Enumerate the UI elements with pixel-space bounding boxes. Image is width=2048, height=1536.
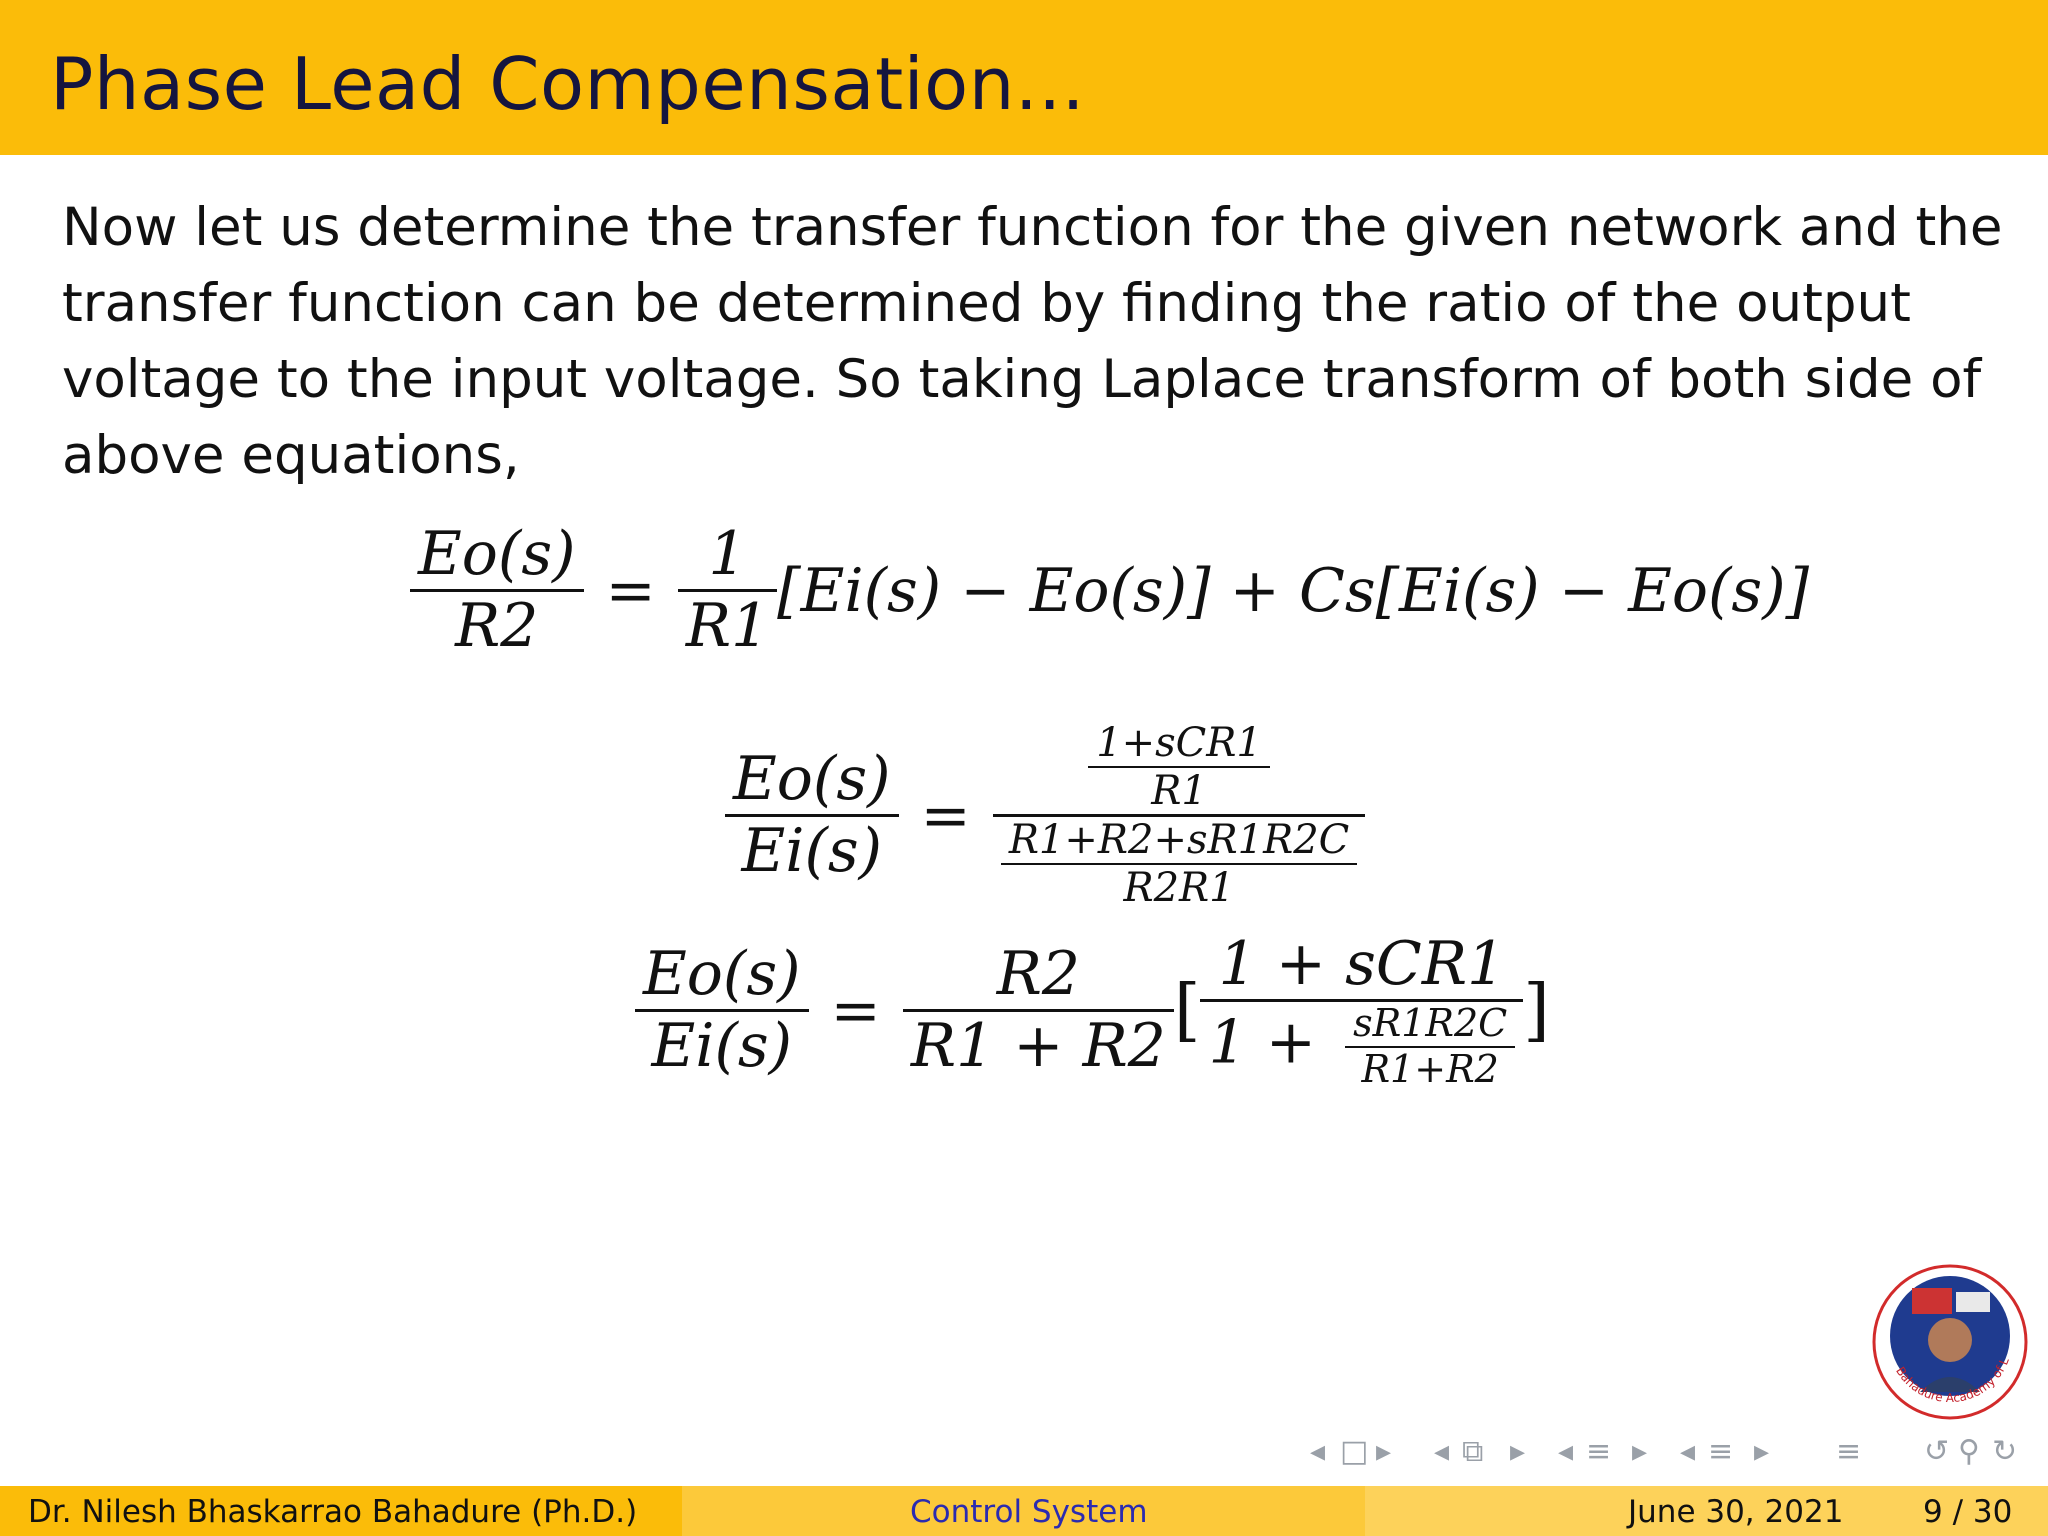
nav-doc-prev-icon[interactable]: ◂: [1680, 1434, 1696, 1469]
eq2-lhs-fraction: [725, 745, 899, 886]
footer-course: Control System: [910, 1494, 1148, 1530]
footer-bar: [0, 1486, 2048, 1536]
eq1-coef-fraction: [678, 520, 777, 661]
eq2-inner-den-num: R1+R2+sR1R2C: [1008, 817, 1350, 863]
body-paragraph: [62, 190, 2003, 494]
eq3-bracket-denominator: [1200, 1002, 1523, 1091]
eq3-lhs-numerator: Eo(s): [643, 939, 801, 1010]
nav-frame-next-icon[interactable]: ▸: [1376, 1434, 1392, 1469]
paragraph-line: above equations,: [62, 425, 520, 486]
eq3-lhs-fraction: [635, 940, 809, 1081]
nav-frame-icon[interactable]: □: [1340, 1434, 1369, 1469]
footer-author-panel: [0, 1486, 682, 1536]
equals-sign: =: [920, 780, 971, 851]
slide-title: Phase Lead Compensation...: [50, 42, 1086, 126]
nav-doc-next-icon[interactable]: ▸: [1754, 1434, 1770, 1469]
nav-back-icon[interactable]: ↺: [1924, 1434, 1950, 1469]
nav-toc-icon[interactable]: ≡: [1836, 1434, 1862, 1469]
eq3-gain-numerator: R2: [996, 939, 1081, 1010]
footer-author: Dr. Nilesh Bhaskarrao Bahadure (Ph.D.): [28, 1494, 638, 1530]
eq1-lhs-numerator: Eo(s): [418, 519, 576, 589]
eq1-coef-numerator: 1: [708, 519, 747, 589]
eq2-rhs-numerator-fraction: [1088, 720, 1270, 814]
nav-subsection-icon[interactable]: ⧉: [1462, 1434, 1484, 1469]
eq3-den-fraction: [1345, 1002, 1515, 1091]
eq2-inner-num-num: 1+sCR1: [1096, 720, 1262, 766]
title-bar: [0, 0, 2048, 155]
nav-frame-prev-icon[interactable]: ◂: [1310, 1434, 1326, 1469]
nav-section-next-icon[interactable]: ▸: [1632, 1434, 1648, 1469]
footer-page-number: 9 / 30: [1923, 1494, 2013, 1530]
nav-section-icon[interactable]: ≡: [1586, 1434, 1612, 1469]
eq3-bracket-numerator: 1 + sCR1: [1218, 929, 1506, 999]
eq2-rhs-denominator-fraction: [1001, 817, 1357, 911]
right-bracket: ]: [1523, 971, 1550, 1051]
eq2-inner-num-den: R1: [1151, 768, 1207, 814]
footer-course-panel: [682, 1486, 1365, 1536]
equals-sign: =: [605, 555, 656, 626]
eq2-rhs-fraction: [993, 720, 1365, 911]
nav-subsection-next-icon[interactable]: ▸: [1510, 1434, 1526, 1469]
nav-doc-icon[interactable]: ≡: [1708, 1434, 1734, 1469]
paragraph-line: transfer function can be determined by finding the ratio of the output: [62, 273, 1911, 334]
nav-forward-icon[interactable]: ↻: [1992, 1434, 2018, 1469]
paragraph-line: Now let us determine the transfer function for the given network and the: [62, 197, 2003, 258]
left-bracket: [: [1173, 971, 1201, 1051]
nav-subsection-prev-icon[interactable]: ◂: [1434, 1434, 1450, 1469]
eq3-gain-fraction: [903, 940, 1174, 1081]
equation-3: [635, 930, 1550, 1091]
eq3-den-prefix: 1 +: [1208, 1007, 1316, 1078]
eq2-lhs-numerator: Eo(s): [733, 744, 891, 814]
eq1-lhs-fraction: [410, 520, 584, 661]
footer-date: June 30, 2021: [1628, 1494, 1844, 1530]
logo-text: Bahadure Academy of L: [1893, 1355, 2012, 1406]
eq3-lhs-denominator: Ei(s): [651, 1011, 793, 1082]
nav-section-prev-icon[interactable]: ◂: [1558, 1434, 1574, 1469]
academy-logo: [1870, 1262, 2030, 1422]
eq3-den-fraction-numerator: sR1R2C: [1353, 1001, 1508, 1045]
eq1-coef-denominator: R1: [685, 591, 770, 661]
footer-date-panel: [1365, 1486, 2048, 1536]
eq2-lhs-denominator: Ei(s): [741, 816, 883, 886]
eq3-gain-denominator: R1 + R2: [910, 1011, 1166, 1082]
eq1-lhs-denominator: R2: [455, 591, 539, 661]
eq3-den-fraction-denominator: R1+R2: [1361, 1046, 1499, 1091]
eq1-rhs: [Ei(s) − Eo(s)] + Cs[Ei(s) − Eo(s)]: [777, 555, 1810, 626]
equation-1: [410, 520, 1809, 661]
equation-2: [725, 720, 1365, 911]
nav-search-icon[interactable]: ⚲: [1958, 1434, 1980, 1469]
eq2-inner-den-den: R2R1: [1123, 865, 1235, 911]
paragraph-line: voltage to the input voltage. So taking Laplace transform of both side of: [62, 349, 1982, 410]
beamer-navigation: [1310, 1434, 2030, 1474]
eq3-bracket-fraction: [1200, 930, 1523, 1091]
equals-sign: =: [830, 975, 881, 1046]
